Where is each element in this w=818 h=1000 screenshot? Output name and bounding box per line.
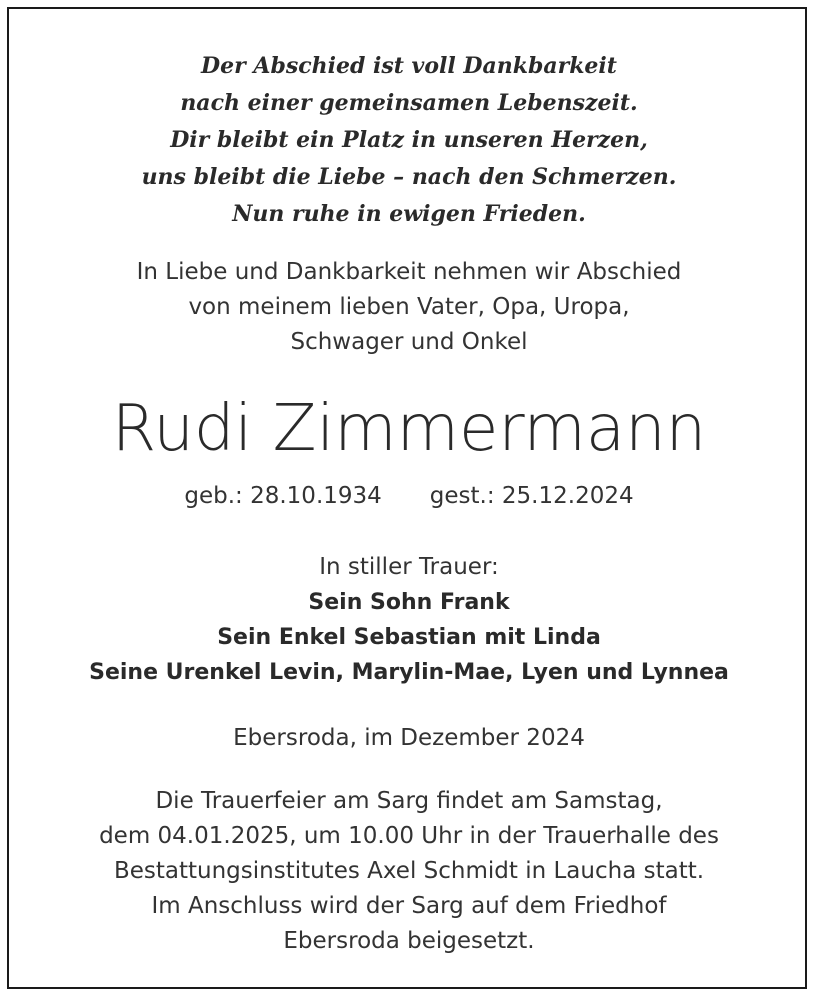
birth-date: geb.: 28.10.1934	[184, 483, 382, 509]
funeral-line: dem 04.01.2025, um 10.00 Uhr in der Trauerhalle des	[99, 823, 719, 849]
mourner-line: Sein Sohn Frank	[308, 590, 510, 615]
poem-line: Der Abschied ist voll Dankbarkeit	[201, 53, 617, 79]
mourner-line: Sein Enkel Sebastian mit Linda	[217, 625, 601, 650]
mourners-heading: In stiller Trauer:	[319, 554, 499, 580]
place-date: Ebersroda, im Dezember 2024	[233, 725, 585, 751]
intro-line: In Liebe und Dankbarkeit nehmen wir Abschied	[136, 259, 682, 285]
poem-line: uns bleibt die Liebe – nach den Schmerzen.	[141, 164, 677, 190]
life-dates	[0, 478, 818, 514]
deceased-name: Rudi Zimmermann	[111, 392, 707, 466]
funeral-line: Bestattungsinstitutes Axel Schmidt in Laucha statt.	[113, 858, 705, 884]
mourners-list	[0, 585, 818, 690]
funeral-line: Im Anschluss wird der Sarg auf dem Friedhof	[151, 893, 667, 919]
poem-line: nach einer gemeinsamen Lebenszeit.	[180, 90, 638, 116]
intro-text	[0, 255, 818, 360]
poem-line: Dir bleibt ein Platz in unseren Herzen,	[170, 127, 648, 153]
intro-line: von meinem lieben Vater, Opa, Uropa,	[188, 294, 630, 320]
poem-line: Nun ruhe in ewigen Frieden.	[232, 201, 586, 227]
mourner-line: Seine Urenkel Levin, Marylin-Mae, Lyen und Lynnea	[89, 660, 729, 685]
funeral-info	[0, 784, 818, 959]
memorial-poem	[0, 48, 818, 233]
funeral-line: Ebersroda beigesetzt.	[283, 928, 535, 954]
funeral-line: Die Trauerfeier am Sarg findet am Samstag,	[155, 788, 663, 814]
intro-line: Schwager und Onkel	[290, 329, 528, 355]
death-date: gest.: 25.12.2024	[429, 483, 634, 509]
